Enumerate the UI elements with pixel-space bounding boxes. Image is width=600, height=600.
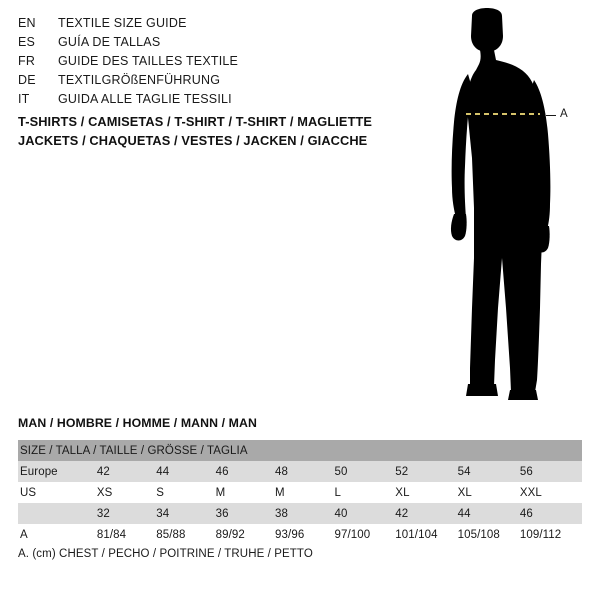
language-row xyxy=(18,16,418,35)
cell-value: 85/88 xyxy=(156,524,215,545)
cell-value: XL xyxy=(458,482,520,503)
language-text: TEXTILGRÖßENFÜHRUNG xyxy=(58,73,221,87)
cell-value: XS xyxy=(97,482,156,503)
language-row xyxy=(18,35,418,54)
cell-value: 105/108 xyxy=(458,524,520,545)
cell-value: 93/96 xyxy=(275,524,334,545)
language-text: GUÍA DE TALLAS xyxy=(58,35,161,49)
cell-value: XL xyxy=(395,482,457,503)
cell-value: 40 xyxy=(334,503,395,524)
table-row xyxy=(18,482,582,503)
size-table xyxy=(18,440,582,545)
row-label xyxy=(18,503,97,524)
cell-value: 52 xyxy=(395,461,457,482)
category-line-jackets: JACKETS / CHAQUETAS / VESTES / JACKEN / GIACCHE xyxy=(18,133,368,148)
table-row xyxy=(18,503,582,524)
row-label: US xyxy=(18,482,97,503)
cell-value: M xyxy=(275,482,334,503)
language-text: GUIDA ALLE TAGLIE TESSILI xyxy=(58,92,232,106)
category-line-tshirts: T-SHIRTS / CAMISETAS / T-SHIRT / T-SHIRT / MAGLIETTE xyxy=(18,114,373,129)
language-row xyxy=(18,73,418,92)
table-header-cell: SIZE / TALLA / TAILLE / GRÖSSE / TAGLIA xyxy=(18,440,582,461)
language-text: GUIDE DES TAILLES TEXTILE xyxy=(58,54,239,68)
footnote: A. (cm) CHEST / PECHO / POITRINE / TRUHE / PETTO xyxy=(18,548,313,560)
measure-label-a: A xyxy=(560,108,568,120)
cell-value: 44 xyxy=(156,461,215,482)
cell-value: 50 xyxy=(334,461,395,482)
cell-value: 97/100 xyxy=(334,524,395,545)
table-title: MAN / HOMBRE / HOMME / MANN / MAN xyxy=(18,416,257,430)
cell-value: 109/112 xyxy=(520,524,582,545)
cell-value: 42 xyxy=(97,461,156,482)
cell-value: 101/104 xyxy=(395,524,457,545)
cell-value: 48 xyxy=(275,461,334,482)
row-label: A xyxy=(18,524,97,545)
male-silhouette-icon xyxy=(410,8,595,408)
cell-value: 54 xyxy=(458,461,520,482)
measure-leader-line xyxy=(546,115,556,116)
language-code: FR xyxy=(18,54,36,68)
cell-value: S xyxy=(156,482,215,503)
cell-value: 42 xyxy=(395,503,457,524)
category-block xyxy=(18,112,438,150)
language-code: ES xyxy=(18,35,36,49)
cell-value: XXL xyxy=(520,482,582,503)
cell-value: 81/84 xyxy=(97,524,156,545)
row-label: Europe xyxy=(18,461,97,482)
cell-value: 89/92 xyxy=(216,524,275,545)
cell-value: M xyxy=(216,482,275,503)
cell-value: 36 xyxy=(216,503,275,524)
language-text: TEXTILE SIZE GUIDE xyxy=(58,16,187,30)
cell-value: 46 xyxy=(520,503,582,524)
language-row xyxy=(18,92,418,111)
cell-value: 44 xyxy=(458,503,520,524)
language-code: EN xyxy=(18,16,36,30)
table-row xyxy=(18,524,582,545)
cell-value: 32 xyxy=(97,503,156,524)
table-header-row xyxy=(18,440,582,461)
cell-value: 34 xyxy=(156,503,215,524)
language-code: DE xyxy=(18,73,36,87)
cell-value: 56 xyxy=(520,461,582,482)
language-code: IT xyxy=(18,92,30,106)
table-row xyxy=(18,461,582,482)
cell-value: L xyxy=(334,482,395,503)
language-guide-block xyxy=(18,16,418,111)
cell-value: 46 xyxy=(216,461,275,482)
mannequin-figure xyxy=(410,8,595,408)
language-row xyxy=(18,54,418,73)
cell-value: 38 xyxy=(275,503,334,524)
